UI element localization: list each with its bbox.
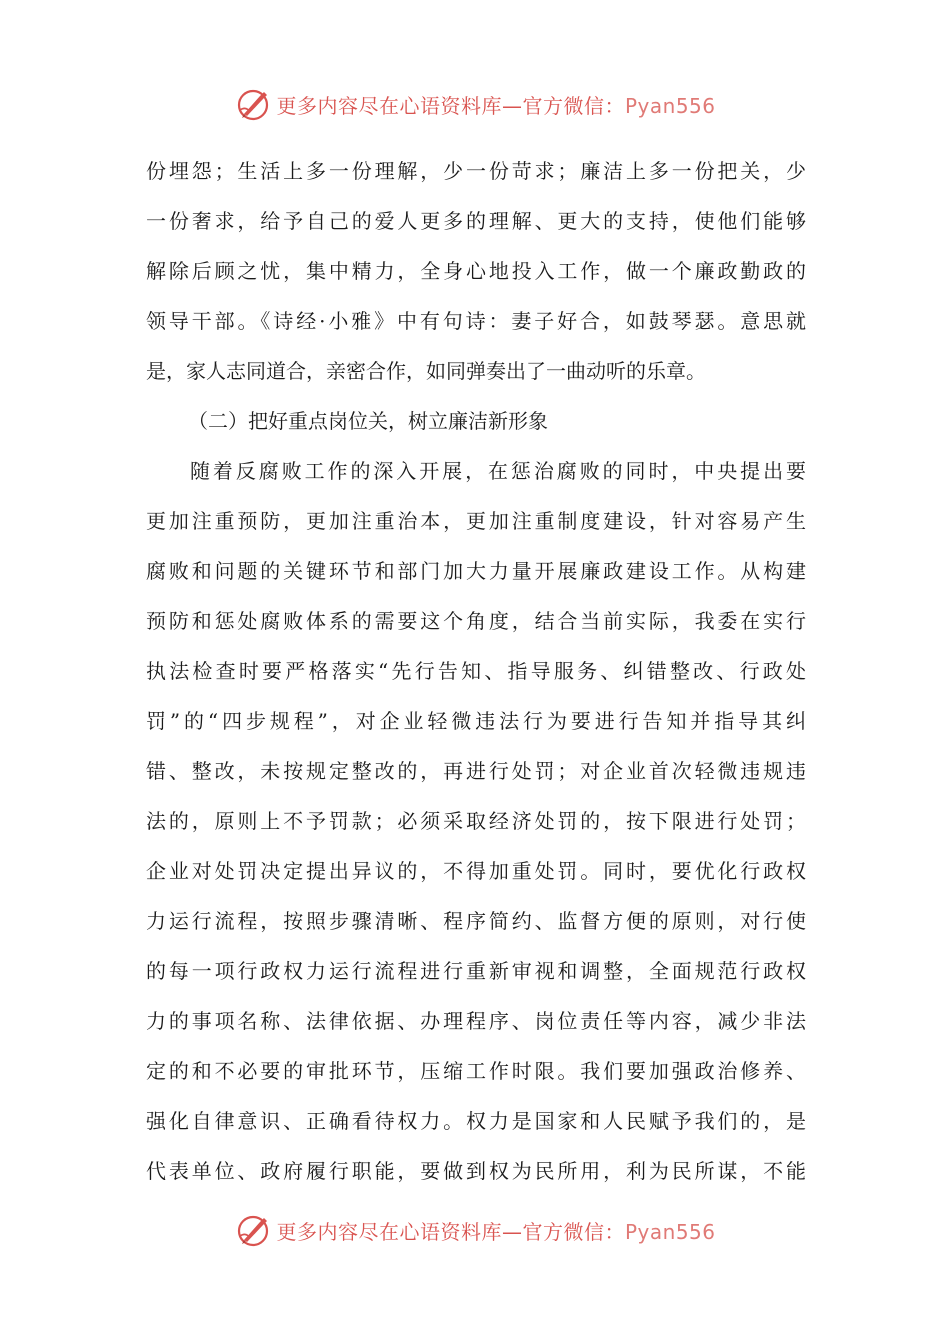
body-line: 是，家人志同道合，亲密合作，如同弹奏出了一曲动听的乐章。 xyxy=(146,359,706,383)
body-line: 的每一项行政权力运行流程进行重新审视和调整，全面规范行政权 xyxy=(146,959,806,983)
body-line: 腐败和问题的关键环节和部门加大力量开展廉政建设工作。从构建 xyxy=(146,559,806,583)
header-watermark-text: 更多内容尽在心语资料库—官方微信：Pyan556 xyxy=(276,93,716,118)
body-line: 预防和惩处腐败体系的需要这个角度，结合当前实际，我委在实行 xyxy=(146,609,806,633)
body-line: 代表单位、政府履行职能，要做到权为民所用，利为民所谋，不能 xyxy=(146,1159,806,1183)
pen-logo-icon xyxy=(234,84,274,124)
footer-watermark-text: 更多内容尽在心语资料库—官方微信：Pyan556 xyxy=(276,1219,716,1244)
body-line: 企业对处罚决定提出异议的，不得加重处罚。同时，要优化行政权 xyxy=(146,859,806,883)
header-watermark-banner xyxy=(0,82,950,126)
body-line: 执法检查时要严格落实“先行告知、指导服务、纠错整改、行政处 xyxy=(146,659,806,683)
body-line: 随着反腐败工作的深入开展，在惩治腐败的同时，中央提出要 xyxy=(190,459,806,483)
body-line: 解除后顾之忧，集中精力，全身心地投入工作，做一个廉政勤政的 xyxy=(146,259,806,283)
body-line: 定的和不必要的审批环节，压缩工作时限。我们要加强政治修养、 xyxy=(146,1059,806,1083)
footer-watermark-banner xyxy=(0,1208,950,1252)
body-line: 领导干部。《诗经·小雅》中有句诗：妻子好合，如鼓琴瑟。意思就 xyxy=(146,309,806,333)
body-line: 法的，原则上不予罚款；必须采取经济处罚的，按下限进行处罚； xyxy=(146,809,806,833)
pen-logo-icon xyxy=(234,1210,274,1250)
body-line: 更加注重预防，更加注重治本，更加注重制度建设，针对容易产生 xyxy=(146,509,806,533)
section-heading: （二）把好重点岗位关，树立廉洁新形象 xyxy=(188,409,548,433)
body-line: 强化自律意识、正确看待权力。权力是国家和人民赋予我们的，是 xyxy=(146,1109,806,1133)
body-line: 罚”的“四步规程”，对企业轻微违法行为要进行告知并指导其纠 xyxy=(146,709,806,733)
body-line: 力运行流程，按照步骤清晰、程序简约、监督方便的原则，对行使 xyxy=(146,909,806,933)
body-line: 力的事项名称、法律依据、办理程序、岗位责任等内容，减少非法 xyxy=(146,1009,806,1033)
body-line: 一份奢求，给予自己的爱人更多的理解、更大的支持，使他们能够 xyxy=(146,209,806,233)
document-body xyxy=(146,146,806,1196)
body-line: 错、整改，未按规定整改的，再进行处罚；对企业首次轻微违规违 xyxy=(146,759,806,783)
body-line: 份埋怨；生活上多一份理解，少一份苛求；廉洁上多一份把关，少 xyxy=(146,159,806,183)
